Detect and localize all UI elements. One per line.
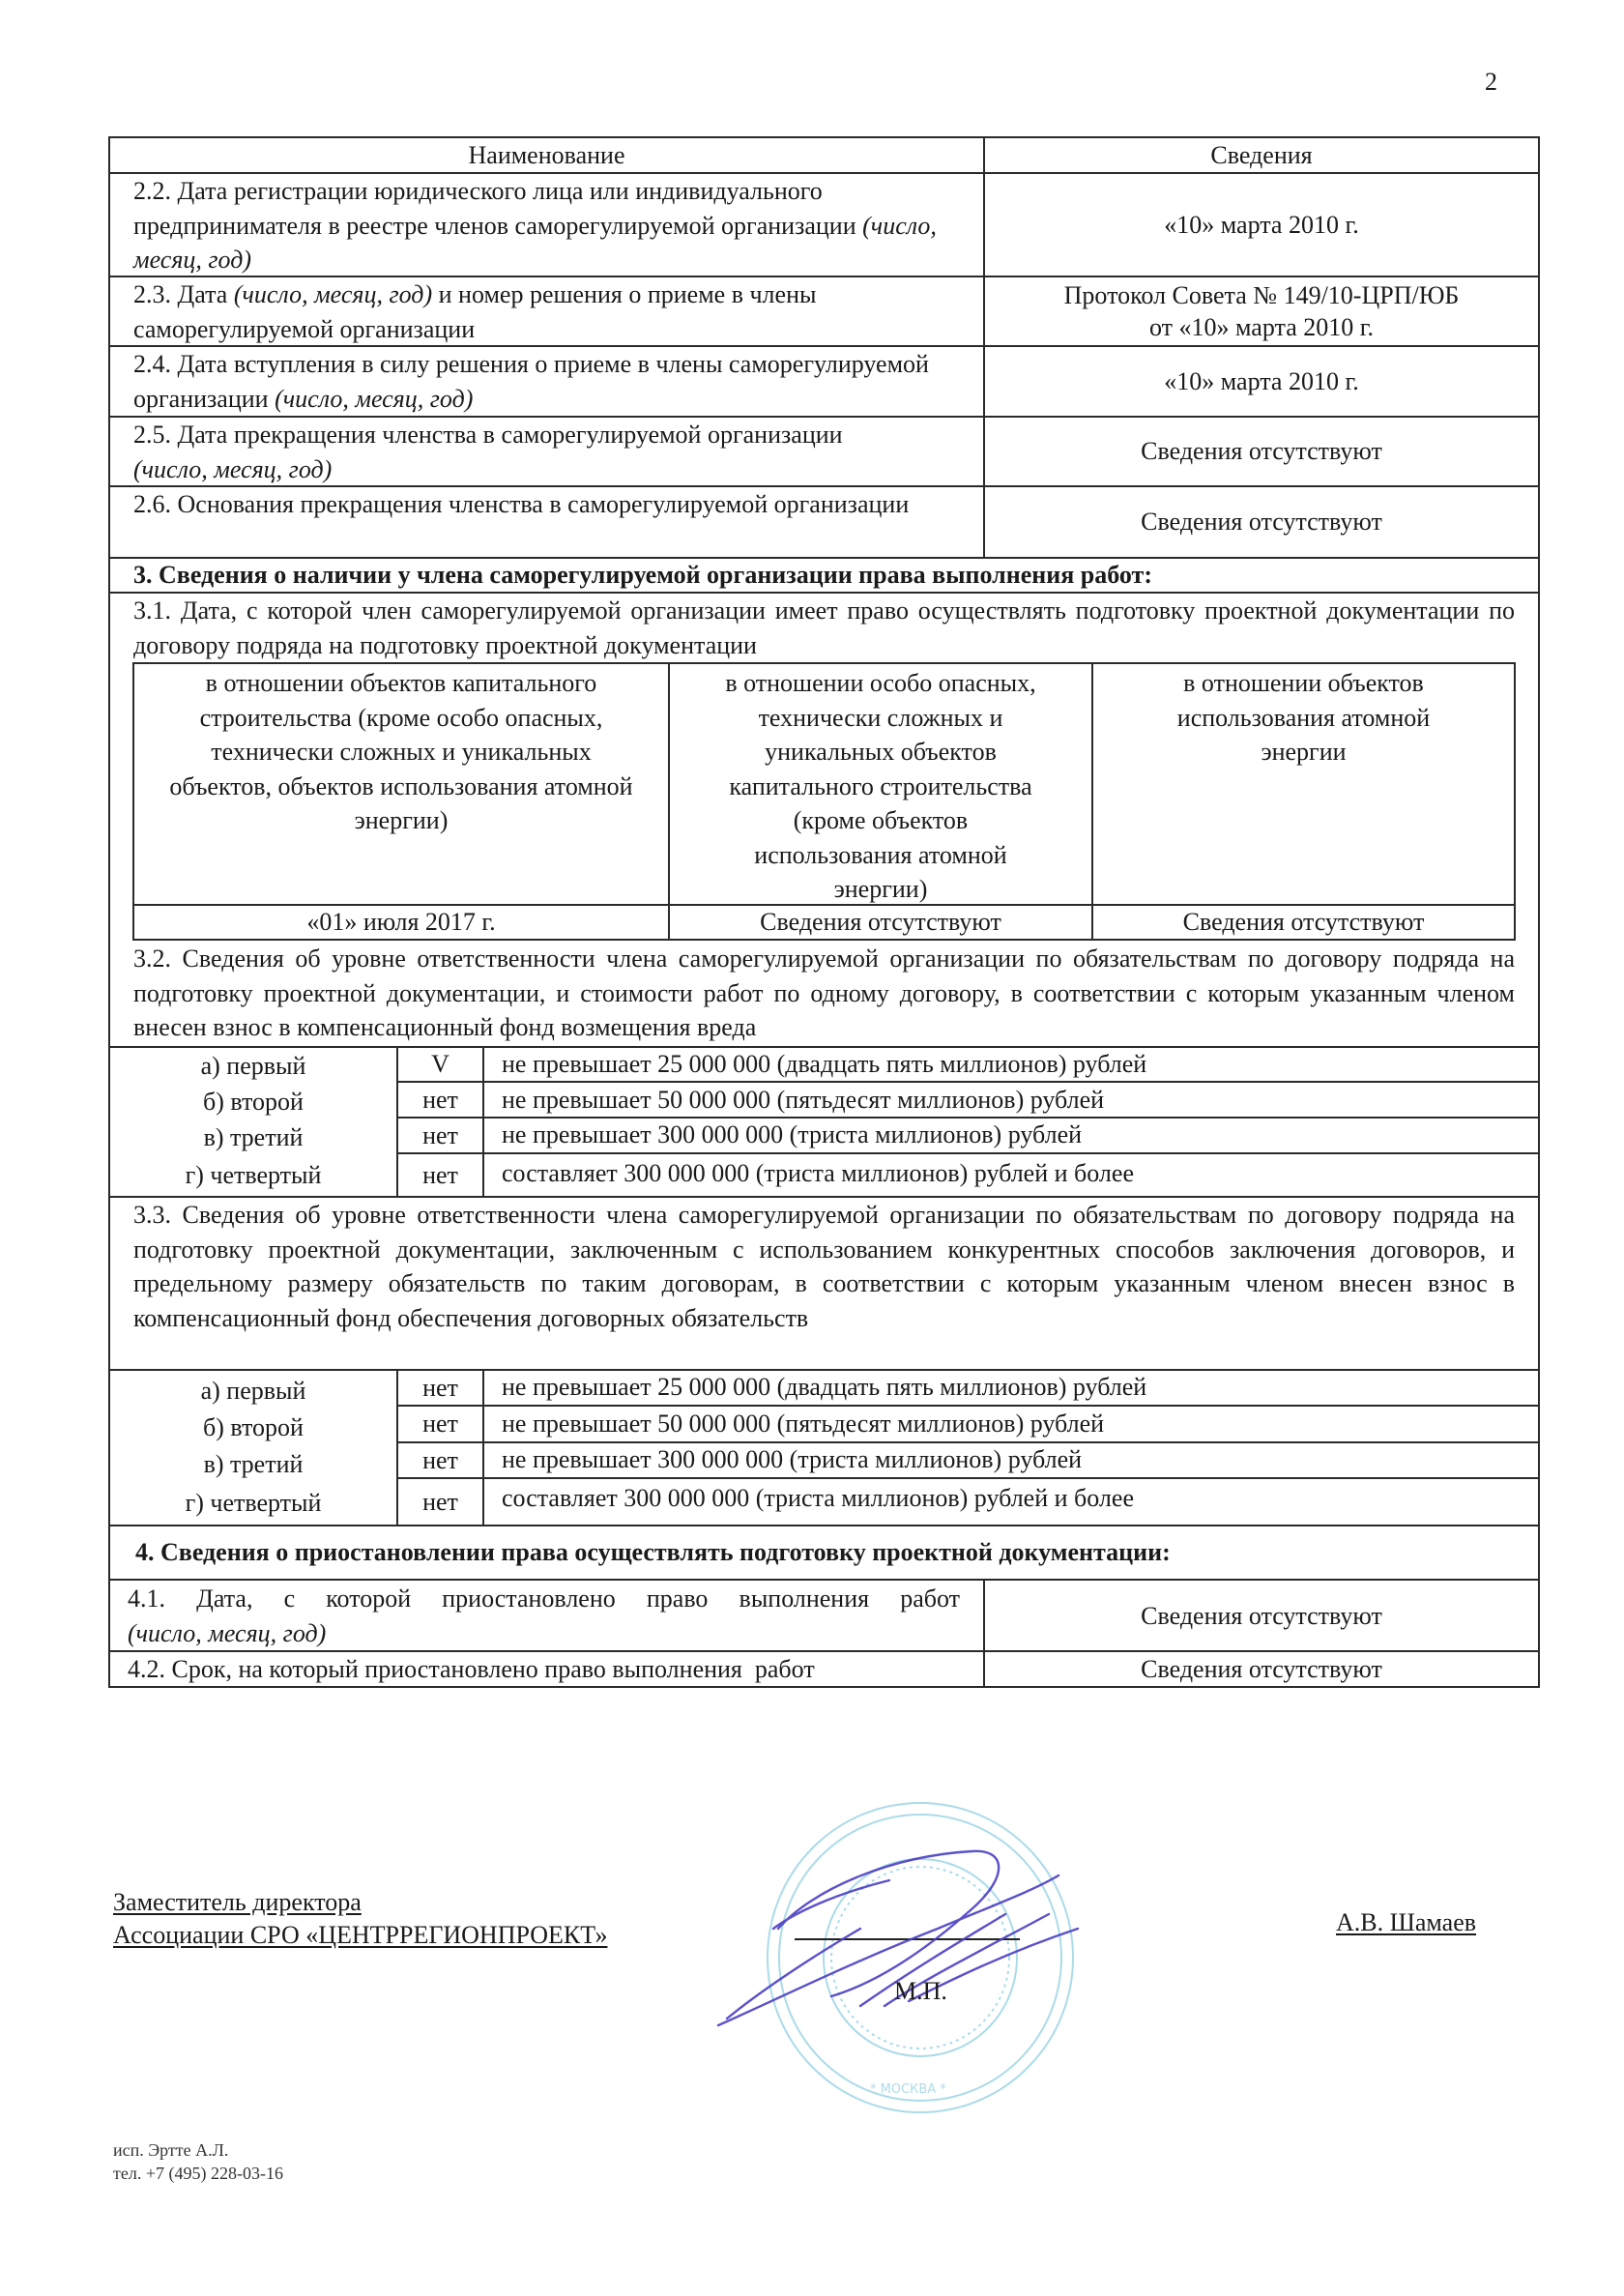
- level-desc: не превышает 50 000 000 (пятьдесят миллионов) рублей: [502, 1410, 1105, 1438]
- table-border-right: [1538, 136, 1540, 1688]
- level-mark: нет: [422, 1373, 458, 1402]
- stamp-text: * МОСКВА *: [870, 2082, 946, 2097]
- inner-col-2-value: Сведения отсутствуют: [760, 908, 1001, 937]
- row-2-3-value: Протокол Совета № 149/10-ЦРП/ЮБ от «10» марта 2010 г.: [1063, 281, 1460, 341]
- section-4-title: 4. Сведения о приостановлении права осуществлять подготовку проектной документации:: [135, 1538, 1171, 1567]
- row-2-2-name: 2.2. Дата регистрации юридического лица или индивидуального предпринимателя в реестре членов саморегулируемой организации (число, месяц, год): [133, 177, 937, 274]
- row-4-1-name: 4.1. Дата, с которой приостановлено право выполнения работ (число, месяц, год): [128, 1584, 960, 1647]
- inner-col-3-value: Сведения отсутствуют: [1182, 908, 1425, 937]
- level-desc: не превышает 50 000 000 (пятьдесят миллионов) рублей: [502, 1086, 1105, 1114]
- level-mark: нет: [422, 1120, 458, 1149]
- inner-table-line: [1514, 662, 1516, 941]
- row-2-4-name: 2.4. Дата вступления в силу решения о приеме в члены саморегулируемой организации (число, месяц, год): [133, 350, 929, 413]
- page-number: 2: [1485, 68, 1497, 96]
- signer-name: А.В. Шамаев: [1336, 1908, 1477, 1936]
- level-table-line: [396, 1152, 1540, 1154]
- row-4-2-value: Сведения отсутствуют: [1141, 1654, 1382, 1683]
- level-label: а) первый: [200, 1376, 306, 1405]
- level-mark: V: [431, 1050, 450, 1079]
- row-4-1-value: Сведения отсутствуют: [1141, 1601, 1382, 1630]
- section-3-title: 3. Сведения о наличии у члена саморегулируемой организации права выполнения работ:: [133, 561, 1152, 589]
- row-2-3-name: 2.3. Дата (число, месяц, год) и номер решения о приеме в члены саморегулируемой организации: [133, 280, 817, 343]
- level-desc: не превышает 300 000 000 (триста миллионов) рублей: [502, 1120, 1083, 1148]
- stamp-placeholder-label: М.П.: [894, 1977, 947, 2005]
- level-mark: нет: [422, 1085, 458, 1114]
- signatory-position-line2: Ассоциации СРО «ЦЕНТРРЕГИОНПРОЕКТ»: [113, 1921, 608, 1949]
- row-2-6-name: 2.6. Основания прекращения членства в саморегулируемой организации: [133, 490, 910, 518]
- row-4-2-name: 4.2. Срок, на который приостановлено право выполнения работ: [128, 1655, 815, 1683]
- executor-phone: тел. +7 (495) 228-03-16: [113, 2164, 283, 2183]
- row-2-5-value: Сведения отсутствуют: [1141, 437, 1382, 466]
- level-table-line: [396, 1477, 1540, 1479]
- row-line: [108, 1579, 1540, 1581]
- level-label: в) третий: [203, 1122, 304, 1151]
- row-2-2-value: «10» марта 2010 г.: [1164, 210, 1359, 239]
- level-desc: составляет 300 000 000 (триста миллионов) рублей и более: [502, 1484, 1134, 1512]
- signatory-position-line1: Заместитель директора: [113, 1888, 362, 1916]
- handwritten-signature: [715, 1837, 1083, 2049]
- inner-col-2-header: в отношении особо опасных, технически сложных и уникальных объектов капитального строительства (кроме объектов использования атомной энергии): [725, 669, 1036, 903]
- level-desc: не превышает 25 000 000 (двадцать пять миллионов) рублей: [502, 1373, 1147, 1401]
- level-label: в) третий: [203, 1449, 304, 1478]
- level-label: а) первый: [200, 1051, 306, 1080]
- level-mark: нет: [422, 1487, 458, 1516]
- inner-col-1-header: в отношении объектов капитального строительства (кроме особо опасных, технически сложных и уникальных объектов, объектов использования атомной энергии): [169, 669, 633, 834]
- item-3-2-text: 3.2. Сведения об уровне ответственности члена саморегулируемой организации по обязательствам по договору подряда на подготовку проектной документации, и стоимости работ по одному договору, в соответствии с которым указанным членом внесен взнос в компенсационный фонд возмещения вреда: [133, 945, 1515, 1041]
- level-label: г) четвертый: [185, 1489, 322, 1518]
- inner-table-line: [132, 662, 1516, 664]
- executor: исп. Эртте А.Л.: [113, 2140, 229, 2160]
- level-label: б) второй: [203, 1087, 304, 1116]
- level-mark: нет: [422, 1445, 458, 1474]
- level-mark: нет: [422, 1410, 458, 1439]
- level-label: г) четвертый: [185, 1161, 322, 1190]
- row-2-6-value: Сведения отсутствуют: [1141, 508, 1382, 537]
- level-mark: нет: [422, 1160, 458, 1189]
- level-desc: не превышает 300 000 000 (триста миллионов) рублей: [502, 1445, 1083, 1473]
- level-label: б) второй: [203, 1412, 304, 1441]
- row-2-4-value: «10» марта 2010 г.: [1164, 366, 1359, 395]
- inner-col-1-value: «01» июля 2017 г.: [306, 908, 496, 937]
- item-3-3-text: 3.3. Сведения об уровне ответственности члена саморегулируемой организации по обязательствам по договору подряда на подготовку проектной документации, заключенным с использованием конкурентных способов заключения договоров, и предельному размеру обязательств по таким договорам, в соответствии с которым указанным членом внесен взнос в компенсационный фонд обеспечения договорных обязательств: [133, 1201, 1515, 1332]
- item-3-1-text: 3.1. Дата, с которой член саморегулируемой организации имеет право осуществлять подготовку проектной документации по договору подряда на подготовку проектной документации: [133, 596, 1515, 659]
- level-desc: составляет 300 000 000 (триста миллионов) рублей и более: [502, 1159, 1134, 1187]
- inner-col-3-header: в отношении объектов использования атомной энергии: [1176, 669, 1431, 766]
- header-name: Наименование: [468, 140, 625, 169]
- row-2-5-name: 2.5. Дата прекращения членства в саморегулируемой организации (число, месяц, год): [133, 421, 843, 483]
- level-desc: не превышает 25 000 000 (двадцать пять миллионов) рублей: [502, 1050, 1147, 1078]
- header-info: Сведения: [1210, 140, 1313, 169]
